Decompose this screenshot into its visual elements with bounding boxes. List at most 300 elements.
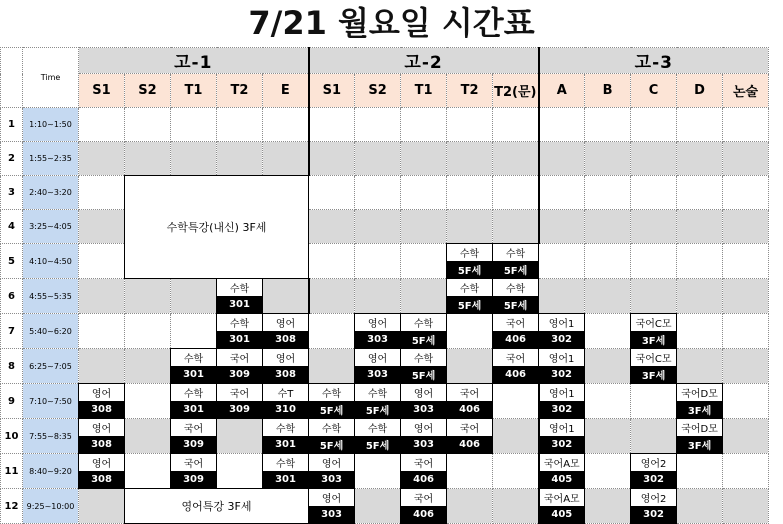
class-slot[interactable] xyxy=(171,349,217,384)
class-slot-content xyxy=(539,349,584,383)
class-slot[interactable] xyxy=(677,419,723,454)
class-slot[interactable] xyxy=(493,349,539,384)
room-label: 302 xyxy=(540,401,585,418)
empty-slot xyxy=(723,210,769,244)
room-label: 309 xyxy=(171,436,216,453)
empty-slot xyxy=(493,108,539,142)
empty-slot xyxy=(677,108,723,142)
room-label: 5F세 xyxy=(493,261,538,278)
subject-label: 영어2 xyxy=(631,489,676,506)
empty-slot xyxy=(447,176,493,210)
empty-slot xyxy=(309,244,355,279)
room-label: 406 xyxy=(493,366,538,383)
room-label: 5F세 xyxy=(309,436,354,453)
room-label: 308 xyxy=(263,366,308,383)
class-slot[interactable] xyxy=(171,454,217,489)
room-label: 302 xyxy=(631,506,676,523)
empty-slot xyxy=(585,349,631,384)
period-number: 1 xyxy=(1,108,23,142)
room-label: 302 xyxy=(539,366,584,383)
empty-slot xyxy=(677,454,723,489)
class-slot-content xyxy=(217,314,262,348)
room-label: 302 xyxy=(631,471,676,488)
subject-label: 국어 xyxy=(171,454,216,471)
class-slot[interactable] xyxy=(309,419,355,454)
room-label: 5F세 xyxy=(401,331,446,348)
class-slot-content xyxy=(171,419,216,453)
subject-label: 수학 xyxy=(447,279,492,296)
empty-slot xyxy=(631,244,677,279)
class-slot[interactable] xyxy=(171,419,217,454)
empty-slot xyxy=(309,176,355,210)
room-label: 301 xyxy=(171,366,216,383)
subject-label: 국어A모 xyxy=(540,489,585,506)
class-slot[interactable] xyxy=(447,419,493,454)
grade-group-header: 고-2 xyxy=(309,48,539,74)
room-label: 309 xyxy=(217,366,262,383)
empty-slot xyxy=(355,210,401,244)
empty-slot xyxy=(585,279,631,314)
room-label: 302 xyxy=(540,436,585,453)
room-label: 5F세 xyxy=(447,296,492,313)
empty-slot xyxy=(493,176,539,210)
empty-slot xyxy=(677,176,723,210)
period-time: 3:25~4:05 xyxy=(23,210,79,244)
empty-slot xyxy=(723,489,769,524)
subject-label: 수T xyxy=(263,384,308,401)
subject-label: 수학 xyxy=(447,244,492,261)
class-slot-content xyxy=(401,489,446,523)
class-slot-content xyxy=(217,279,262,313)
period-time: 7:10~7:50 xyxy=(23,384,79,419)
subject-label: 국어 xyxy=(401,454,446,471)
subject-label: 영어1 xyxy=(540,419,585,436)
class-slot[interactable] xyxy=(493,314,539,349)
subject-label: 영어 xyxy=(355,349,400,366)
subject-label: 수학 xyxy=(401,314,446,331)
subject-label: 국어 xyxy=(493,314,538,331)
empty-slot xyxy=(309,314,355,349)
empty-slot xyxy=(355,108,401,142)
empty-slot xyxy=(217,108,263,142)
room-label: 5F세 xyxy=(493,296,538,313)
subject-label: 수학 xyxy=(355,384,400,401)
class-slot-content xyxy=(309,454,354,488)
merged-special-class: 수학특강(내신) 3F세 xyxy=(125,176,309,279)
subject-label: 영어 xyxy=(401,384,446,401)
subject-label: 국어C모 xyxy=(631,314,676,331)
subject-label: 수학 xyxy=(217,314,262,331)
class-slot[interactable] xyxy=(493,244,539,279)
class-slot-content xyxy=(677,419,722,453)
class-slot[interactable] xyxy=(355,349,401,384)
empty-slot xyxy=(171,279,217,314)
empty-slot xyxy=(309,210,355,244)
subject-label: 국어 xyxy=(493,349,538,366)
empty-slot xyxy=(585,454,631,489)
empty-slot xyxy=(355,142,401,176)
period-time: 5:40~6:20 xyxy=(23,314,79,349)
class-column-header: T2(문) xyxy=(493,74,539,108)
period-time: 4:10~4:50 xyxy=(23,244,79,279)
class-slot-content xyxy=(263,349,308,383)
period-time: 8:40~9:20 xyxy=(23,454,79,489)
empty-slot xyxy=(401,244,447,279)
class-slot-content xyxy=(263,314,308,348)
empty-slot xyxy=(585,384,631,419)
class-slot[interactable] xyxy=(539,384,585,419)
subject-label: 영어 xyxy=(355,314,400,331)
room-label: 308 xyxy=(79,436,124,453)
room-label: 3F세 xyxy=(631,331,676,348)
class-slot-content xyxy=(540,489,585,523)
period-time: 7:55~8:35 xyxy=(23,419,79,454)
class-slot[interactable] xyxy=(217,349,263,384)
room-label: 301 xyxy=(217,331,262,348)
corner-cell xyxy=(1,48,23,108)
merged-special-class: 영어특강 3F세 xyxy=(125,489,309,524)
period-time: 4:55~5:35 xyxy=(23,279,79,314)
empty-slot xyxy=(309,142,355,176)
class-slot[interactable] xyxy=(447,279,493,314)
class-slot[interactable] xyxy=(539,349,585,384)
empty-slot xyxy=(493,142,539,176)
empty-slot xyxy=(79,108,125,142)
empty-slot xyxy=(493,489,539,524)
class-slot-content xyxy=(263,384,308,418)
grade-group-header: 고-1 xyxy=(79,48,309,74)
empty-slot xyxy=(723,314,769,349)
empty-slot xyxy=(125,419,171,454)
class-slot[interactable] xyxy=(263,384,309,419)
empty-slot xyxy=(309,108,355,142)
empty-slot xyxy=(447,489,493,524)
empty-slot xyxy=(447,210,493,244)
period-number: 12 xyxy=(1,489,23,524)
subject-label: 국어D모 xyxy=(677,384,722,401)
empty-slot xyxy=(217,419,263,454)
empty-slot xyxy=(355,244,401,279)
empty-slot xyxy=(79,210,125,244)
class-slot-content xyxy=(631,349,676,383)
time-header: Time xyxy=(23,48,79,108)
empty-slot xyxy=(585,489,631,524)
class-slot-content xyxy=(263,419,308,453)
empty-slot xyxy=(585,210,631,244)
empty-slot xyxy=(401,279,447,314)
subject-label: 영어1 xyxy=(540,384,585,401)
class-slot-content xyxy=(309,489,354,523)
class-slot[interactable] xyxy=(309,384,355,419)
timetable xyxy=(0,47,769,524)
class-slot[interactable] xyxy=(539,454,585,489)
class-slot-content xyxy=(355,384,400,418)
class-slot-content xyxy=(493,314,538,348)
period-time: 9:25~10:00 xyxy=(23,489,79,524)
class-slot[interactable] xyxy=(355,419,401,454)
period-time: 1:10~1:50 xyxy=(23,108,79,142)
class-column-header: S2 xyxy=(125,74,171,108)
class-column-header: S2 xyxy=(355,74,401,108)
room-label: 308 xyxy=(263,331,308,348)
empty-slot xyxy=(125,279,171,314)
empty-slot xyxy=(539,108,585,142)
subject-label: 수학 xyxy=(493,244,538,261)
class-slot-content xyxy=(79,419,124,453)
period-number: 2 xyxy=(1,142,23,176)
room-label: 303 xyxy=(309,471,354,488)
class-slot[interactable] xyxy=(677,384,723,419)
empty-slot xyxy=(585,244,631,279)
empty-slot xyxy=(723,384,769,419)
subject-label: 국어C모 xyxy=(631,349,676,366)
subject-label: 수학 xyxy=(217,279,262,296)
room-label: 5F세 xyxy=(355,401,400,418)
period-number: 4 xyxy=(1,210,23,244)
class-slot-content xyxy=(447,244,492,278)
class-slot-content xyxy=(355,314,400,348)
subject-label: 영어 xyxy=(309,454,354,471)
class-slot[interactable] xyxy=(309,489,355,524)
room-label: 301 xyxy=(217,296,262,313)
empty-slot xyxy=(723,108,769,142)
empty-slot xyxy=(217,454,263,489)
empty-slot xyxy=(539,142,585,176)
class-slot[interactable] xyxy=(539,314,585,349)
empty-slot xyxy=(447,349,493,384)
empty-slot xyxy=(125,314,171,349)
empty-slot xyxy=(79,142,125,176)
class-slot[interactable] xyxy=(171,384,217,419)
class-slot-content xyxy=(447,384,492,418)
empty-slot xyxy=(447,454,493,489)
class-slot-content xyxy=(79,454,124,488)
empty-slot xyxy=(723,176,769,210)
empty-slot xyxy=(79,244,125,279)
room-label: 406 xyxy=(401,506,446,523)
empty-slot xyxy=(355,279,401,314)
class-slot[interactable] xyxy=(493,279,539,314)
empty-slot xyxy=(493,419,539,454)
class-slot[interactable] xyxy=(631,489,677,524)
empty-slot xyxy=(585,142,631,176)
subject-label: 영어 xyxy=(263,349,308,366)
class-slot-content xyxy=(631,454,676,488)
class-slot[interactable] xyxy=(263,349,309,384)
empty-slot xyxy=(723,142,769,176)
class-slot[interactable] xyxy=(401,314,447,349)
class-slot[interactable] xyxy=(217,384,263,419)
empty-slot xyxy=(677,279,723,314)
class-slot-content xyxy=(171,384,216,418)
class-slot-content xyxy=(401,349,446,383)
subject-label: 국어D모 xyxy=(677,419,722,436)
class-slot[interactable] xyxy=(447,244,493,279)
empty-slot xyxy=(447,142,493,176)
subject-label: 국어 xyxy=(171,419,216,436)
room-label: 5F세 xyxy=(355,436,400,453)
class-slot-content xyxy=(493,349,538,383)
period-number: 5 xyxy=(1,244,23,279)
class-slot[interactable] xyxy=(79,384,125,419)
empty-slot xyxy=(539,210,585,244)
class-slot[interactable] xyxy=(631,314,677,349)
room-label: 3F세 xyxy=(677,401,722,418)
empty-slot xyxy=(125,142,171,176)
class-slot-content xyxy=(677,384,722,418)
empty-slot xyxy=(631,176,677,210)
room-label: 301 xyxy=(171,401,216,418)
empty-slot xyxy=(677,314,723,349)
subject-label: 수학 xyxy=(493,279,538,296)
class-slot-content xyxy=(401,384,446,418)
room-label: 405 xyxy=(540,471,585,488)
subject-label: 국어 xyxy=(401,489,446,506)
class-slot-content xyxy=(540,419,585,453)
subject-label: 국어 xyxy=(447,384,492,401)
class-slot-content xyxy=(540,454,585,488)
room-label: 303 xyxy=(355,331,400,348)
class-slot-content xyxy=(540,384,585,418)
empty-slot xyxy=(585,176,631,210)
room-label: 303 xyxy=(309,506,354,523)
class-column-header: T1 xyxy=(171,74,217,108)
class-slot[interactable] xyxy=(539,419,585,454)
subject-label: 수학 xyxy=(401,349,446,366)
period-number: 11 xyxy=(1,454,23,489)
empty-slot xyxy=(585,108,631,142)
empty-slot xyxy=(125,108,171,142)
room-label: 309 xyxy=(217,401,262,418)
class-slot-content xyxy=(401,419,446,453)
empty-slot xyxy=(79,279,125,314)
class-slot[interactable] xyxy=(263,419,309,454)
class-slot[interactable] xyxy=(355,384,401,419)
class-slot-content xyxy=(539,314,584,348)
class-slot-content xyxy=(355,349,400,383)
class-slot[interactable] xyxy=(217,279,263,314)
empty-slot xyxy=(677,210,723,244)
subject-label: 영어 xyxy=(263,314,308,331)
period-number: 3 xyxy=(1,176,23,210)
empty-slot xyxy=(79,349,125,384)
subject-label: 영어 xyxy=(401,419,446,436)
class-slot[interactable] xyxy=(263,454,309,489)
period-number: 7 xyxy=(1,314,23,349)
room-label: 5F세 xyxy=(447,261,492,278)
subject-label: 수학 xyxy=(171,349,216,366)
class-slot[interactable] xyxy=(631,349,677,384)
class-column-header: B xyxy=(585,74,631,108)
empty-slot xyxy=(631,142,677,176)
empty-slot xyxy=(677,489,723,524)
subject-label: 영어1 xyxy=(539,314,584,331)
class-slot-content xyxy=(631,314,676,348)
page-title: 7/21 월요일 시간표 xyxy=(248,4,535,42)
class-slot[interactable] xyxy=(79,419,125,454)
period-number: 8 xyxy=(1,349,23,384)
class-column-header: S1 xyxy=(79,74,125,108)
room-label: 406 xyxy=(493,331,538,348)
empty-slot xyxy=(401,142,447,176)
class-slot[interactable] xyxy=(539,489,585,524)
room-label: 303 xyxy=(355,366,400,383)
room-label: 301 xyxy=(263,436,308,453)
subject-label: 수학 xyxy=(355,419,400,436)
empty-slot xyxy=(355,454,401,489)
class-slot[interactable] xyxy=(401,454,447,489)
class-column-header: E xyxy=(263,74,309,108)
period-number: 9 xyxy=(1,384,23,419)
empty-slot xyxy=(125,454,171,489)
class-slot[interactable] xyxy=(447,384,493,419)
class-slot[interactable] xyxy=(631,454,677,489)
grade-group-header: 고-3 xyxy=(539,48,769,74)
empty-slot xyxy=(263,108,309,142)
empty-slot xyxy=(539,176,585,210)
class-column-header: T2 xyxy=(217,74,263,108)
empty-slot xyxy=(723,279,769,314)
class-slot-content xyxy=(309,419,354,453)
empty-slot xyxy=(263,142,309,176)
class-slot[interactable] xyxy=(401,419,447,454)
empty-slot xyxy=(585,419,631,454)
room-label: 406 xyxy=(447,401,492,418)
empty-slot xyxy=(79,314,125,349)
period-number: 10 xyxy=(1,419,23,454)
empty-slot xyxy=(677,244,723,279)
subject-label: 수학 xyxy=(263,419,308,436)
class-slot[interactable] xyxy=(217,314,263,349)
class-slot[interactable] xyxy=(401,349,447,384)
class-slot[interactable] xyxy=(401,384,447,419)
empty-slot xyxy=(723,419,769,454)
empty-slot xyxy=(401,108,447,142)
class-slot[interactable] xyxy=(309,454,355,489)
room-label: 303 xyxy=(401,401,446,418)
class-slot[interactable] xyxy=(263,314,309,349)
empty-slot xyxy=(263,279,309,314)
room-label: 405 xyxy=(540,506,585,523)
empty-slot xyxy=(171,142,217,176)
subject-label: 국어 xyxy=(217,384,262,401)
empty-slot xyxy=(631,384,677,419)
room-label: 308 xyxy=(79,471,124,488)
class-slot[interactable] xyxy=(79,454,125,489)
empty-slot xyxy=(631,210,677,244)
class-slot-content xyxy=(171,349,216,383)
period-time: 2:40~3:20 xyxy=(23,176,79,210)
period-number: 6 xyxy=(1,279,23,314)
room-label: 3F세 xyxy=(631,366,676,383)
empty-slot xyxy=(723,454,769,489)
empty-slot xyxy=(631,108,677,142)
class-slot[interactable] xyxy=(401,489,447,524)
subject-label: 영어 xyxy=(79,454,124,471)
empty-slot xyxy=(447,314,493,349)
empty-slot xyxy=(539,244,585,279)
room-label: 406 xyxy=(447,436,492,453)
empty-slot xyxy=(79,489,125,524)
class-slot[interactable] xyxy=(355,314,401,349)
empty-slot xyxy=(401,210,447,244)
class-slot-content xyxy=(79,384,124,418)
empty-slot xyxy=(677,142,723,176)
empty-slot xyxy=(171,314,217,349)
class-slot-content xyxy=(493,244,538,278)
room-label: 309 xyxy=(171,471,216,488)
class-slot-content xyxy=(447,419,492,453)
